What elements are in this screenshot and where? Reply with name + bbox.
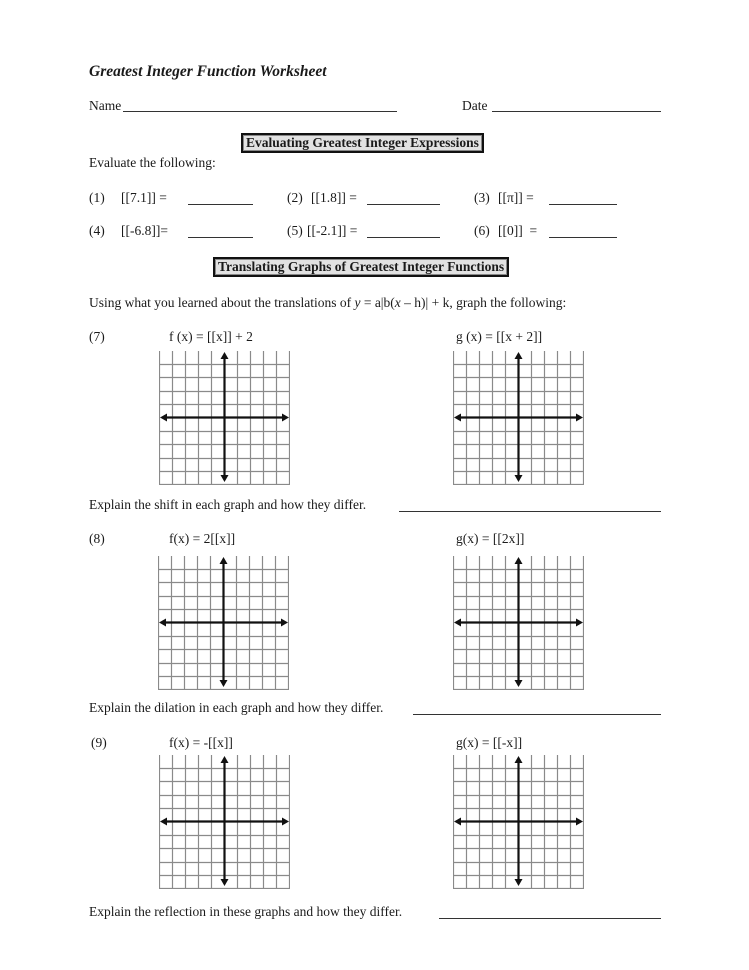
graph-8-f[interactable] (158, 556, 289, 690)
problem-6-answer[interactable] (549, 237, 617, 238)
date-field[interactable] (492, 111, 661, 112)
problem-2-number: (2) (287, 190, 303, 205)
problem-1-answer[interactable] (188, 204, 253, 205)
coordinate-grid-icon (453, 556, 584, 690)
problem-6-number: (6) (474, 223, 490, 238)
question-9-g-label: g(x) = [[-x]] (456, 735, 523, 750)
question-9-number: (9) (91, 735, 107, 750)
graph-9-f[interactable] (159, 755, 290, 889)
problem-3-number: (3) (474, 190, 490, 205)
problem-4-answer[interactable] (188, 237, 253, 238)
problem-4-expression: [[-6.8]]= (121, 223, 168, 238)
graph-8-g[interactable] (453, 556, 584, 690)
graph-7-g[interactable] (453, 351, 584, 485)
problem-5-answer[interactable] (367, 237, 440, 238)
problem-5-expression: [[-2.1]] = (307, 223, 358, 238)
question-8-f-label: f(x) = 2[[x]] (169, 531, 236, 546)
question-8-g-label: g(x) = [[2x]] (456, 531, 525, 546)
question-8-explain-label: Explain the dilation in each graph and how they differ. (89, 700, 384, 715)
date-label: Date (462, 98, 488, 113)
coordinate-grid-icon (453, 755, 584, 889)
question-8-number: (8) (89, 531, 105, 546)
section-heading-translating: Translating Graphs of Greatest Integer Functions (213, 257, 509, 277)
problem-1-expression: [[7.1]] = (121, 190, 167, 205)
coordinate-grid-icon (158, 556, 289, 690)
coordinate-grid-icon (159, 755, 290, 889)
problem-4-number: (4) (89, 223, 105, 238)
question-7-g-label: g (x) = [[x + 2]] (456, 329, 543, 344)
question-7-f-label: f (x) = [[x]] + 2 (169, 329, 253, 344)
worksheet-title: Greatest Integer Function Worksheet (89, 63, 327, 80)
question-7-explain-answer[interactable] (399, 511, 661, 512)
question-9-explain-answer[interactable] (439, 918, 661, 919)
evaluate-instruction: Evaluate the following: (89, 155, 216, 170)
problem-5-number: (5) (287, 223, 303, 238)
question-8-explain-answer[interactable] (413, 714, 661, 715)
name-field[interactable] (123, 111, 397, 112)
question-9-explain-label: Explain the reflection in these graphs and how they differ. (89, 904, 403, 919)
problem-1-number: (1) (89, 190, 105, 205)
problem-3-expression: [[π]] = (498, 190, 534, 205)
translation-instruction: Using what you learned about the translations of y = a|b(x – h)| + k, graph the following: (89, 295, 567, 310)
coordinate-grid-icon (453, 351, 584, 485)
question-7-explain-label: Explain the shift in each graph and how they differ. (89, 497, 367, 512)
question-7-number: (7) (89, 329, 105, 344)
question-9-f-label: f(x) = -[[x]] (169, 735, 233, 750)
problem-3-answer[interactable] (549, 204, 617, 205)
graph-9-g[interactable] (453, 755, 584, 889)
coordinate-grid-icon (159, 351, 290, 485)
name-label: Name (89, 98, 122, 113)
problem-2-answer[interactable] (367, 204, 440, 205)
problem-6-expression: [[0]] = (498, 223, 538, 238)
graph-7-f[interactable] (159, 351, 290, 485)
section-heading-evaluating: Evaluating Greatest Integer Expressions (241, 133, 484, 153)
problem-2-expression: [[1.8]] = (311, 190, 357, 205)
